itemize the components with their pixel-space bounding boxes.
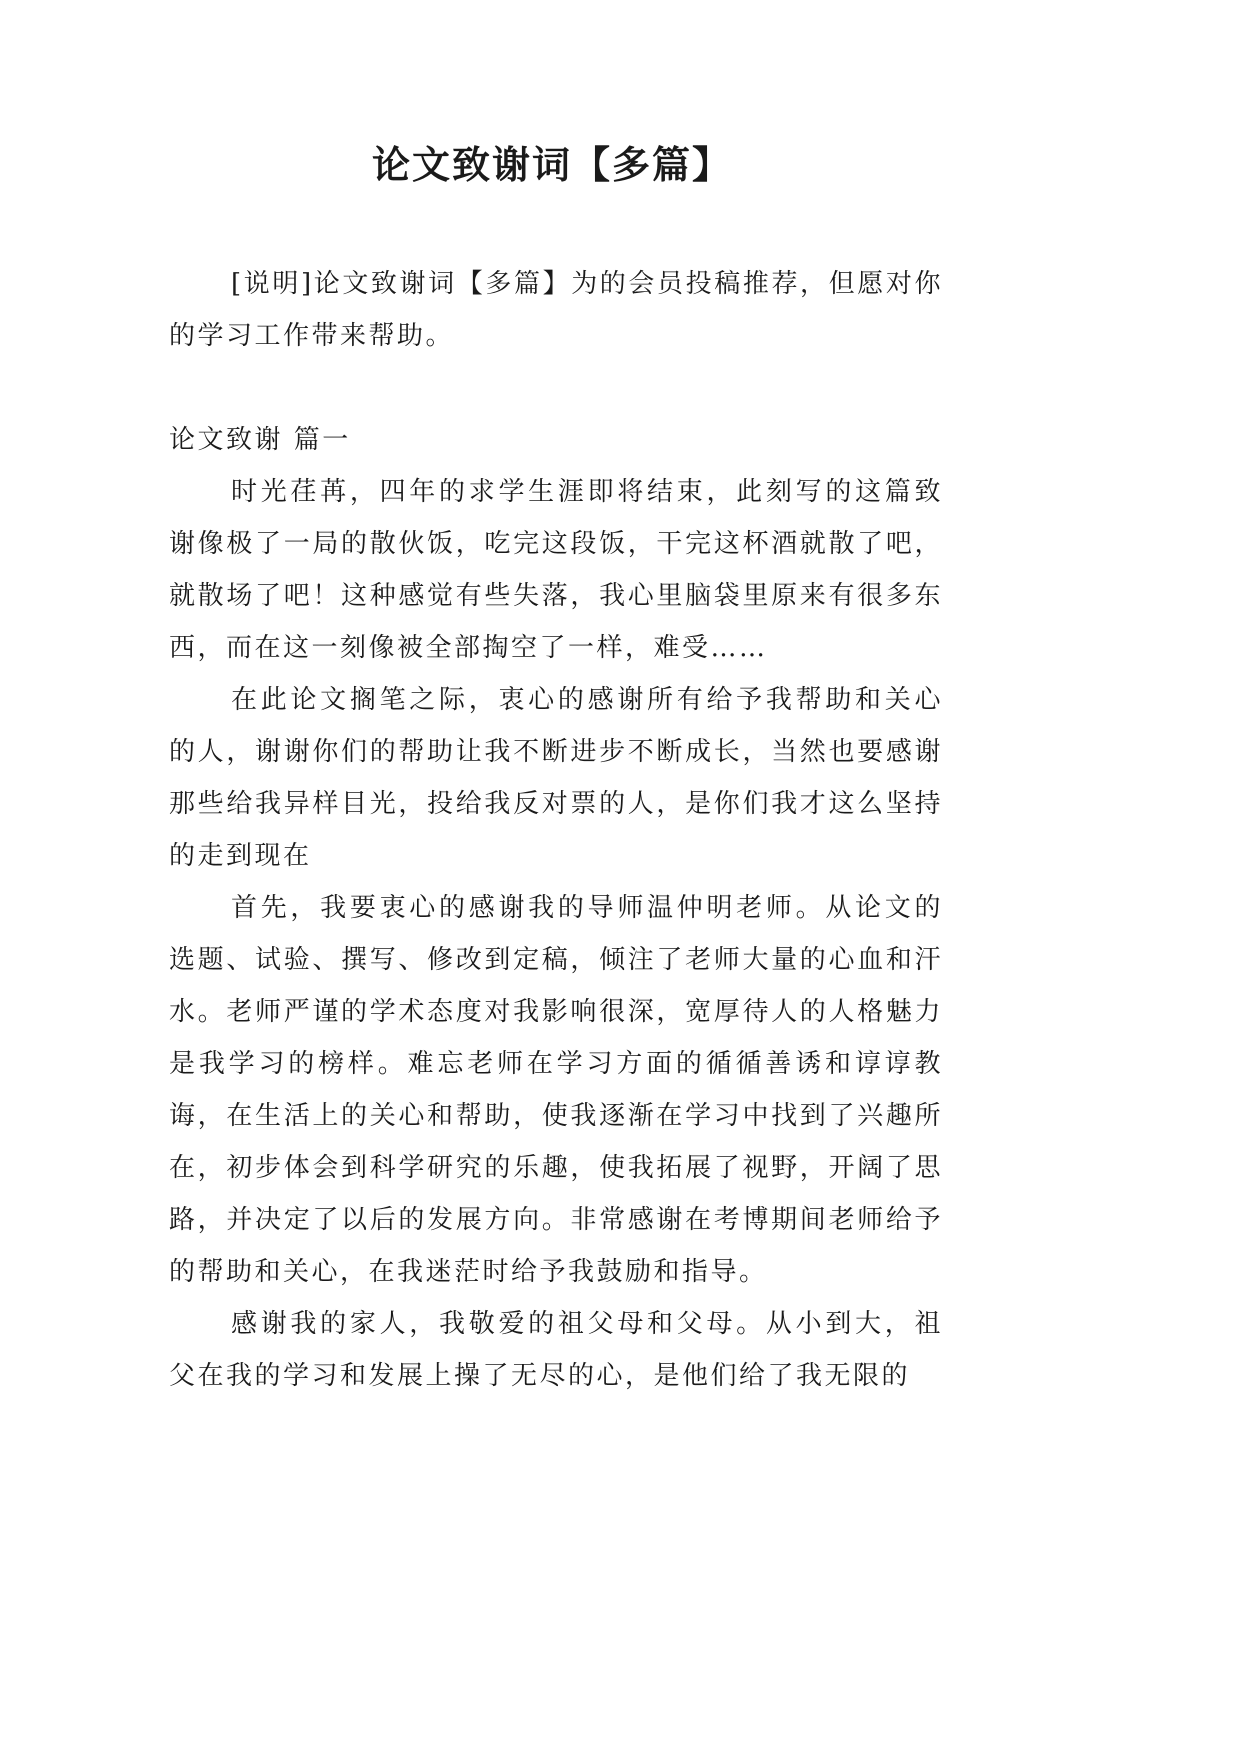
document-title: 论文致谢词【多篇】 xyxy=(371,143,732,187)
body-paragraph: 感谢我的家人，我敬爱的祖父母和父母。从小到大，祖父在我的学习和发展上操了无尽的心，是他们给了我无限的 xyxy=(169,1309,943,1391)
body-paragraph: 在此论文搁笔之际，衷心的感谢所有给予我帮助和关心的人，谢谢你们的帮助让我不断进步不断成长，当然也要感谢那些给我异样目光，投给我反对票的人，是你们我才这么坚持的走到现在 xyxy=(169,685,943,871)
intro-paragraph: [说明]论文致谢词【多篇】为的会员投稿推荐，但愿对你的学习工作带来帮助。 xyxy=(169,269,943,351)
section-one xyxy=(169,414,943,1402)
section-heading: 论文致谢 篇一 xyxy=(169,425,351,455)
body-paragraph: 时光荏苒，四年的求学生涯即将结束，此刻写的这篇致谢像极了一局的散伙饭，吃完这段饭，干完这杯酒就散了吧，就散场了吧！这种感觉有些失落，我心里脑袋里原来有很多东西，而在这一刻像被全部掏空了一样，难受…… xyxy=(169,477,943,663)
body-paragraph: 首先，我要衷心的感谢我的导师温仲明老师。从论文的选题、试验、撰写、修改到定稿，倾注了老师大量的心血和汗水。老师严谨的学术态度对我影响很深，宽厚待人的人格魅力是我学习的榜样。难忘老师在学习方面的循循善诱和谆谆教诲，在生活上的关心和帮助，使我逐渐在学习中找到了兴趣所在，初步体会到科学研究的乐趣，使我拓展了视野，开阔了思路，并决定了以后的发展方向。非常感谢在考博期间老师给予的帮助和关心，在我迷茫时给予我鼓励和指导。 xyxy=(169,893,943,1287)
